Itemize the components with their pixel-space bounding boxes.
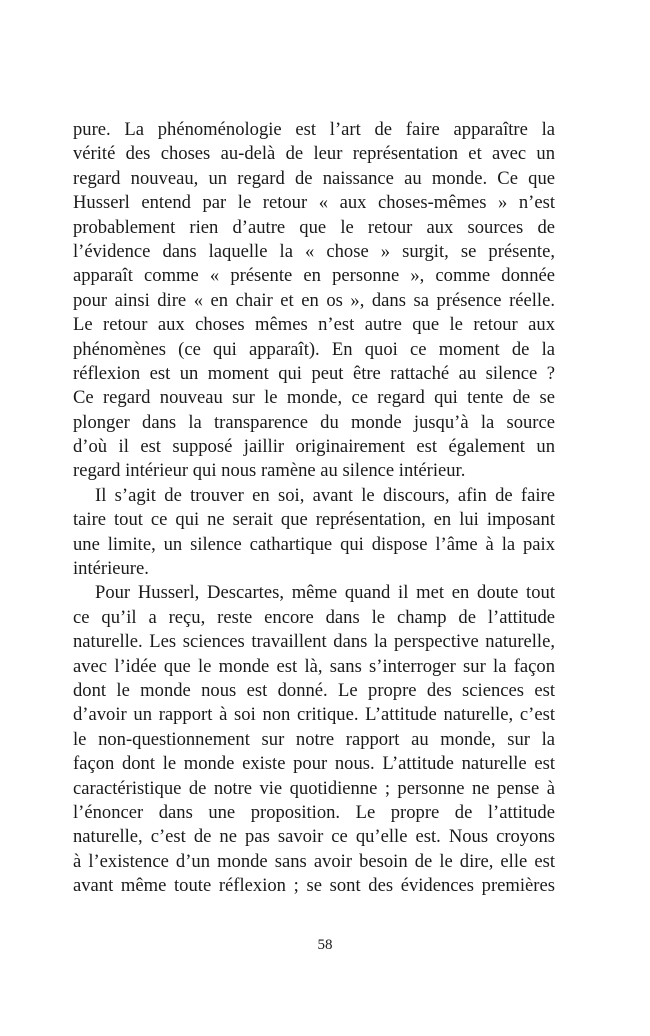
text-line: le non-questionnement sur notre rapport au monde, sur la (73, 728, 555, 750)
text-line: Il s’agit de trouver en soi, avant le discours, afin de faire (95, 484, 555, 506)
text-line: probablement rien d’autre que le retour aux sources de (73, 216, 555, 238)
text-line: vérité des choses au-delà de leur représentation et avec un (73, 143, 555, 165)
text-line: regard intérieur qui nous ramène au silence intérieur. (73, 460, 466, 482)
page-number: 58 (317, 937, 333, 953)
text-line: taire tout ce qui ne serait que représentation, en lui imposant (73, 509, 555, 531)
text-line: une limite, un silence cathartique qui dispose l’âme à la paix (73, 533, 555, 555)
text-line: caractéristique de notre vie quotidienne ; personne ne pense à (73, 777, 555, 799)
text-line: Le retour aux choses mêmes n’est autre que le retour aux (73, 314, 555, 336)
text-line: d’avoir un rapport à soi non critique. L’attitude naturelle, c’est (73, 704, 555, 726)
text-line: dont le monde nous est donné. Le propre des sciences est (73, 679, 555, 701)
text-line: l’évidence dans laquelle la « chose » surgit, se présente, (73, 240, 555, 262)
text-line: réflexion est un moment qui peut être rattaché au silence ? (73, 362, 555, 384)
text-line: Husserl entend par le retour « aux choses-mêmes » n’est (73, 192, 555, 214)
text-line: Pour Husserl, Descartes, même quand il met en doute tout (95, 582, 555, 604)
text-line: plonger dans la transparence du monde jusqu’à la source (73, 411, 555, 433)
text-line: Ce regard nouveau sur le monde, ce regard qui tente de se (73, 387, 555, 409)
text-line: l’énoncer dans une proposition. Le propre de l’attitude (73, 801, 555, 823)
paragraph (73, 118, 555, 484)
text-line: ce qu’il a reçu, reste encore dans le champ de l’attitude (73, 606, 555, 628)
text-line: pure. La phénoménologie est l’art de faire apparaître la (73, 119, 555, 140)
text-line: naturelle, c’est de ne pas savoir ce qu’elle est. Nous croyons (73, 826, 555, 848)
text-line: façon dont le monde existe pour nous. L’attitude naturelle est (73, 753, 555, 775)
text-line: à l’existence d’un monde sans avoir besoin de le dire, elle est (73, 850, 555, 872)
body-text (73, 118, 555, 899)
text-line: apparaît comme « présente en personne », comme donnée (73, 265, 555, 287)
text-line: phénomènes (ce qui apparaît). En quoi ce moment de la (73, 338, 555, 360)
text-line: regard nouveau, un regard de naissance au monde. Ce que (73, 167, 555, 189)
text-line: avant même toute réflexion ; se sont des évidences premières (73, 875, 555, 897)
text-line: avec l’idée que le monde est là, sans s’interroger sur la façon (73, 655, 555, 677)
paragraph (73, 484, 555, 582)
paragraph (73, 581, 555, 898)
text-line: naturelle. Les sciences travaillent dans la perspective naturelle, (73, 631, 555, 653)
text-line: d’où il est supposé jaillir originairement est également un (73, 436, 555, 458)
text-line: intérieure. (73, 558, 149, 580)
text-line: pour ainsi dire « en chair et en os », dans sa présence réelle. (73, 289, 555, 311)
